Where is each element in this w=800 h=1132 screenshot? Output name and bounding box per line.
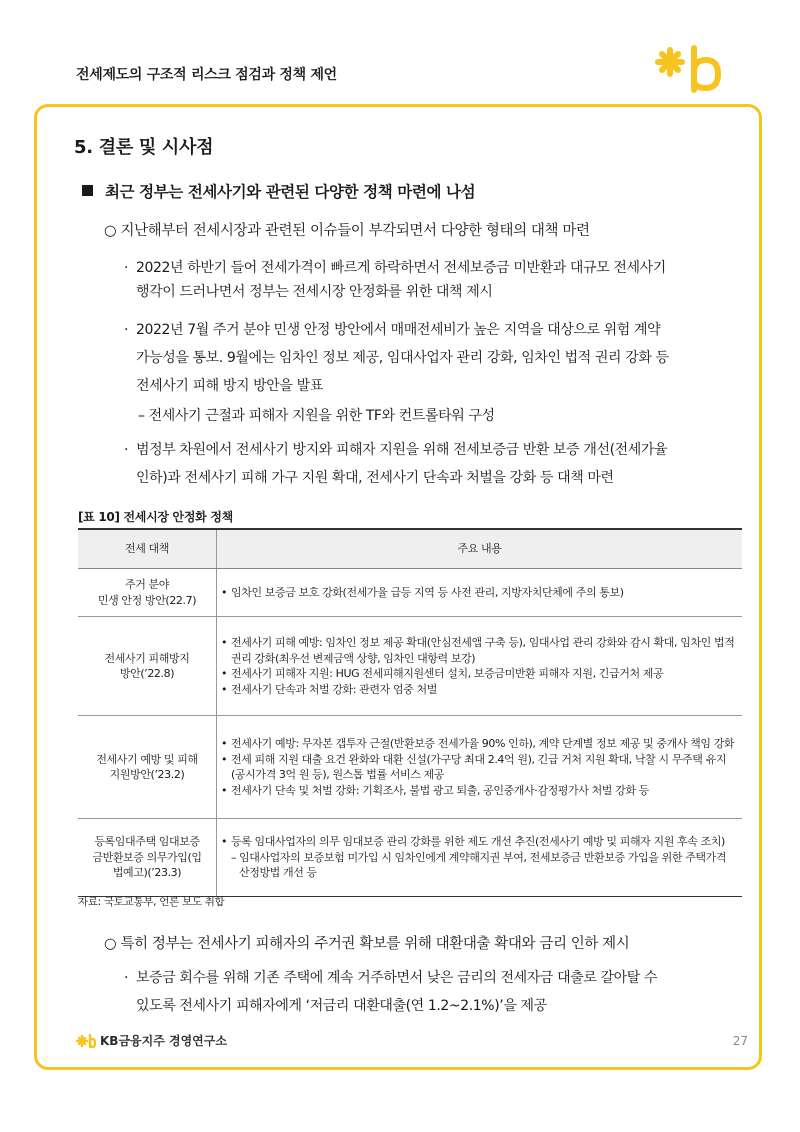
table-row (78, 569, 742, 617)
policy-cell (78, 819, 217, 897)
bullet-2-line-1: 2022년 7월 주거 분야 민생 안정 방안에서 매매전세비가 높은 지역을 대상으로 위험 계약 (136, 322, 661, 338)
dot-bullet-icon: • (221, 585, 228, 599)
content-cell (217, 569, 743, 617)
bullet-4 (124, 966, 744, 1018)
dot-bullet-icon: • (221, 636, 228, 649)
bullet-2-line-3: 전세사기 피해 방지 방안을 발표 (136, 378, 323, 394)
dot-bullet-icon: • (221, 783, 228, 797)
bullet-1-line-1: 2022년 하반기 들어 전세가격이 빠르게 하락하면서 전세보증금 미반환과 대규모 전세사기 (136, 260, 666, 276)
policy-name-line: 금반환보증 의무가입(입 (92, 850, 202, 864)
kb-logo-icon (650, 42, 730, 102)
policy-name-line: 지원방안(’23.2) (109, 768, 185, 781)
content-item: 전세사기 단속과 처벌 강화: 관련자 엄중 처벌 (231, 682, 437, 696)
headline-text: 최근 정부는 전세사기와 관련된 다양한 정책 마련에 나섬 (105, 183, 476, 201)
dot-bullet-icon: • (221, 752, 228, 766)
content-item: 전세 피해 지원 대출 요건 완화와 대환 신설(가구당 최대 2.4억 원), 긴급 거처 지원 확대, 낙찰 시 무주택 유지(공시가격 3억 원 등), 원스톱 법률 서비스 제공 (231, 752, 727, 781)
content-cell (217, 819, 743, 897)
dot-bullet-icon: • (221, 835, 228, 849)
bullet-2 (124, 318, 744, 398)
policy-name-line: 주거 분야 (124, 578, 169, 591)
content-item: 전세사기 피해 예방: 임차인 정보 제공 확대(안심전세앱 구축 등), 임대사업 관리 강화와 감시 확대, 임차인 법적 권리 강화(최우선 변제금액 상향, 임차인 대항력 보강) (231, 636, 735, 665)
content-item: 전세사기 예방: 무자본 갭투자 근절(반환보증 전세가율 90% 인하), 계약 단계별 정보 제공 및 중개사 책임 강화 (231, 737, 735, 750)
policy-table (78, 528, 742, 897)
policy-cell (78, 716, 217, 819)
dot-bullet-icon: · (124, 260, 129, 276)
square-bullet-icon (82, 185, 93, 196)
content-item: 임차인 보증금 보호 강화(전세가율 급등 지역 등 사전 관리, 지방자치단체에 주의 통보) (231, 585, 624, 599)
content-item: 등록 임대사업자의 의무 임대보증 관리 강화를 위한 제도 개선 추진(전세사기 예방 및 피해자 지원 후속 조치) (231, 835, 725, 849)
header-content: 주요 내용 (217, 529, 743, 569)
page-number: 27 (732, 1034, 748, 1048)
kb-star-icon (76, 1033, 96, 1049)
policy-name-line: 등록임대주택 임대보증 (94, 835, 200, 849)
policy-name-line: 전세사기 예방 및 피해 (96, 752, 198, 766)
table-caption: [표 10] 전세시장 안정화 정책 (78, 510, 233, 524)
policy-name-line: 법예고)(’23.3) (112, 866, 182, 880)
dot-bullet-icon: • (221, 682, 228, 696)
dot-bullet-icon: · (124, 322, 129, 338)
table-row (78, 716, 742, 819)
policy-cell (78, 569, 217, 617)
bullet-4-line-1: 보증금 회수를 위해 기존 주택에 계속 거주하면서 낮은 금리의 전세자금 대출로 갈아탈 수 (136, 970, 658, 986)
table-row (78, 617, 742, 716)
dot-bullet-icon: · (124, 970, 129, 986)
section-headline (82, 180, 475, 202)
table-source-note: 자료: 국토교통부, 언론 보도 취합 (78, 896, 225, 908)
bullet-1 (124, 256, 744, 304)
bullet-3-line-2: 인하)과 전세사기 피해 가구 지원 확대, 전세사기 단속과 처벌을 강화 등 대책 마련 (136, 470, 614, 486)
dash-marker: – (231, 850, 237, 864)
content-cell (217, 716, 743, 819)
bullet-1-line-2: 행각이 드러나면서 정부는 전세시장 안정화를 위한 대책 제시 (136, 284, 493, 300)
content-cell (217, 617, 743, 716)
footer-brand-text: KB금융지주 경영연구소 (100, 1034, 227, 1048)
footer-brand (76, 1032, 227, 1049)
table-header-row (78, 529, 742, 569)
bullet-4-line-2: 있도록 전세사기 피해자에게 ‘저금리 대환대출(연 1.2~2.1%)’을 제공 (136, 998, 547, 1014)
dot-bullet-icon: · (124, 442, 129, 458)
policy-name-line: 전세사기 피해방지 (104, 651, 190, 665)
document-title: 전세제도의 구조적 리스크 점검과 정책 제언 (76, 67, 337, 83)
header-policy: 전세 대책 (78, 529, 217, 569)
paragraph-circle-1: ○ 지난해부터 전세시장과 관련된 이슈들이 부각되면서 다양한 형태의 대책 마련 (104, 223, 590, 239)
table-row (78, 819, 742, 897)
section-title: 5. 결론 및 시사점 (74, 137, 214, 158)
policy-name-line: 방안(’22.8) (119, 667, 175, 680)
dot-bullet-icon: • (221, 667, 228, 680)
content-sub-item: 임대사업자의 보증보험 미가입 시 임차인에게 계약해지권 부여, 전세보증금 반환보증 가입을 위한 주택가격 산정방법 개선 등 (239, 850, 727, 880)
bullet-3 (124, 438, 744, 490)
bullet-2-line-2: 가능성을 통보. 9월에는 임차인 정보 제공, 임대사업자 관리 강화, 임차인 법적 권리 강화 등 (136, 350, 669, 366)
dot-bullet-icon: • (221, 737, 228, 750)
policy-name-line: 민생 안정 방안(22.7) (97, 593, 197, 607)
policy-cell (78, 617, 217, 716)
content-item: 전세사기 단속 및 처벌 강화: 기획조사, 불법 광고 퇴출, 공인중개사·감정평가사 처벌 강화 등 (231, 783, 649, 797)
dash-item-1: – 전세사기 근절과 피해자 지원을 위한 TF와 컨트롤타워 구성 (138, 408, 495, 424)
bullet-3-line-1: 범정부 차원에서 전세사기 방지와 피해자 지원을 위해 전세보증금 반환 보증 개선(전세가율 (136, 442, 668, 458)
paragraph-circle-2: ○ 특히 정부는 전세사기 피해자의 주거권 확보를 위해 대환대출 확대와 금리 인하 제시 (104, 936, 630, 952)
content-item: 전세사기 피해자 지원: HUG 전세피해지원센터 설치, 보증금미반환 피해자 지원, 긴급거처 제공 (231, 667, 664, 680)
